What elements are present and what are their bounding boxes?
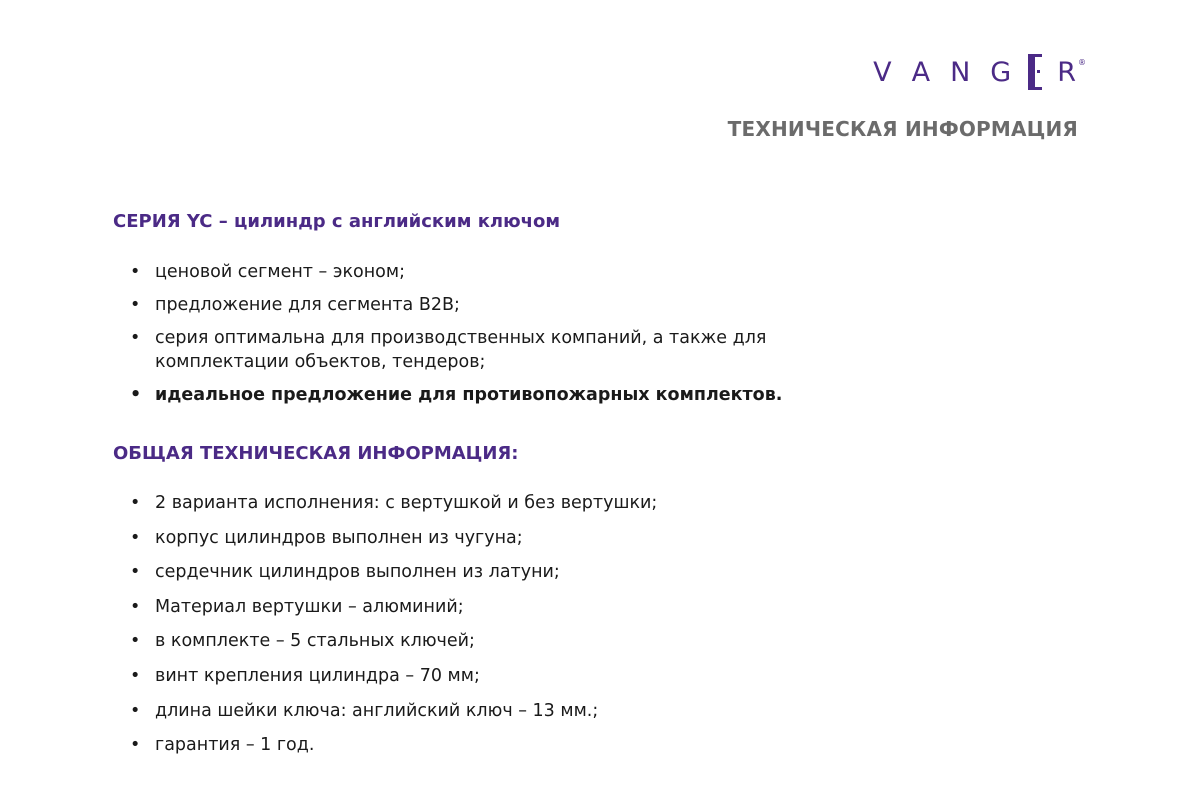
list-item	[130, 664, 830, 688]
list-item	[130, 733, 830, 757]
bullet-icon: •	[130, 295, 141, 315]
logo-letter-a: A	[911, 56, 931, 88]
bullet-icon: •	[130, 735, 141, 756]
list-item	[130, 629, 830, 653]
list-item	[130, 560, 830, 584]
bullet-icon: •	[130, 527, 141, 548]
list-item	[130, 326, 830, 374]
list-item-text: Материал вертушки – алюминий;	[155, 596, 464, 617]
bullet-icon: •	[130, 328, 141, 348]
bullet-icon: •	[130, 385, 142, 405]
vanger-logo	[873, 52, 1086, 92]
list-item-text: предложение для сегмента B2B;	[155, 295, 460, 315]
logo-letter-n: N	[950, 56, 971, 88]
bullet-icon: •	[130, 700, 141, 721]
general-info-list	[130, 491, 830, 768]
list-item-text: в комплекте – 5 стальных ключей;	[155, 631, 475, 652]
bullet-icon: •	[130, 596, 141, 617]
list-item-text: 2 варианта исполнения: с вертушкой и без вертушки;	[155, 493, 658, 513]
bullet-icon: •	[130, 665, 141, 686]
list-item	[130, 491, 830, 515]
series-heading: СЕРИЯ YC – цилиндр с английским ключом	[113, 211, 561, 232]
list-item	[130, 526, 830, 550]
list-item-text: корпус цилиндров выполнен из чугуна;	[155, 527, 523, 548]
list-item-text: идеальное предложение для противопожарных комплектов.	[155, 385, 783, 405]
door-icon	[1027, 52, 1043, 92]
bullet-icon: •	[130, 562, 141, 583]
list-item	[130, 260, 830, 284]
list-item-text: серия оптимальна для производственных компаний, а также для комплектации объектов, тендеров;	[155, 328, 767, 372]
list-item-text: гарантия – 1 год.	[155, 735, 315, 756]
bullet-icon: •	[130, 631, 141, 652]
list-item	[130, 595, 830, 619]
list-item-text: длина шейки ключа: английский ключ – 13 мм.;	[155, 700, 599, 721]
logo-letter-v: V	[873, 56, 892, 88]
general-info-heading: ОБЩАЯ ТЕХНИЧЕСКАЯ ИНФОРМАЦИЯ:	[113, 443, 519, 464]
list-item	[130, 293, 830, 317]
list-item	[130, 699, 830, 723]
list-item	[130, 383, 830, 407]
list-item-text: ценовой сегмент – эконом;	[155, 262, 405, 282]
page-title: ТЕХНИЧЕСКАЯ ИНФОРМАЦИЯ	[727, 117, 1078, 141]
list-item-text: винт крепления цилиндра – 70 мм;	[155, 665, 480, 686]
list-item-text: сердечник цилиндров выполнен из латуни;	[155, 562, 560, 583]
logo-letter-r: R	[1057, 56, 1076, 88]
bullet-icon: •	[130, 262, 141, 282]
bullet-icon: •	[130, 493, 141, 513]
logo-letter-g: G	[990, 56, 1012, 88]
registered-mark: ®	[1078, 57, 1086, 67]
series-feature-list	[130, 260, 830, 416]
